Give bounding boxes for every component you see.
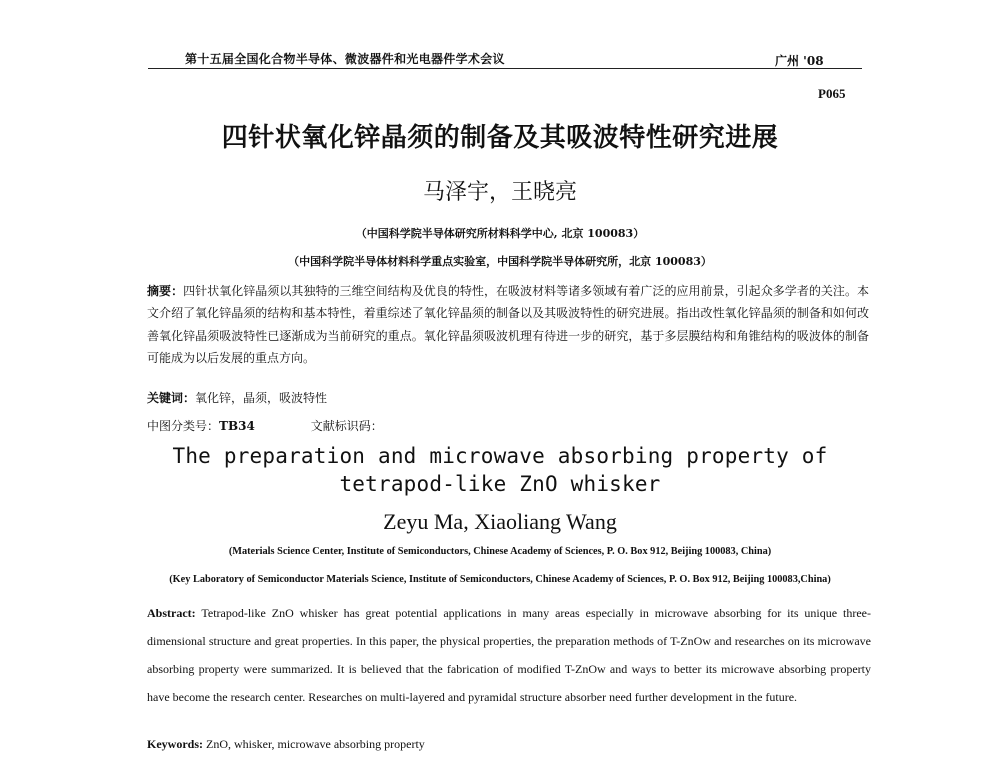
chinese-authors: 马泽宇，王晓亮 (422, 180, 577, 205)
english-title-line-1: The preparation and microwave absorbing property of (172, 444, 828, 468)
document-code-label: 文献标识码： (310, 419, 383, 433)
english-keywords (147, 737, 425, 752)
chinese-keywords-label: 关键词： (147, 391, 196, 405)
english-abstract-text: Tetrapod-like ZnO whisker has great potential applications in many areas especially in microwave absorbing for its unique three-dimensional structure and great properties. In this paper, the physical properties, the preparation methods of T-ZnOw and researches on its microwave absorbing property were summarized. It is believed that the fabrication of modified T-ZnOw and ways to better its microwave absorbing property have become the research center. Researches on multi-layered and pyramidal structure absorber need further development in the future. (147, 606, 871, 704)
conference-header: 第十五届全国化合物半导体、微波器件和光电器件学术会议 (185, 52, 505, 66)
english-authors: Zeyu Ma, Xiaoliang Wang (383, 509, 617, 534)
chinese-keywords (147, 389, 327, 406)
location-year: 广州 '08 (775, 54, 824, 68)
english-title-line-2: tetrapod-like ZnO whisker (339, 472, 661, 496)
english-affiliation-2: (Key Laboratory of Semiconductor Materials Science, Institute of Semiconductors, Chinese Academy of Sciences, P. O. Box 912, Beijing 100083,China) (169, 574, 831, 585)
classification-line (147, 417, 383, 434)
header-divider (148, 68, 862, 69)
english-keywords-label: Keywords: (147, 737, 203, 751)
english-abstract (147, 599, 871, 711)
english-keywords-text: ZnO, whisker, microwave absorbing property (206, 737, 425, 751)
chinese-keywords-text: 氧化锌，晶须，吸波特性 (195, 391, 328, 405)
chinese-abstract-label: 摘要： (147, 284, 184, 298)
page-code: P065 (818, 86, 846, 101)
english-title (0, 442, 1000, 498)
chinese-title: 四针状氧化锌晶须的制备及其吸波特性研究进展 (221, 123, 779, 153)
classification-value: TB34 (219, 419, 255, 433)
chinese-abstract (147, 280, 869, 370)
classification-label: 中图分类号： (147, 419, 220, 433)
english-abstract-label: Abstract: (147, 606, 196, 620)
english-affiliation-1: (Materials Science Center, Institute of Semiconductors, Chinese Academy of Sciences, P. O. Box 912, Beijing 100083, China) (228, 546, 772, 557)
chinese-affiliation-1: （中国科学院半导体研究所材料科学中心, 北京 100083） (355, 227, 645, 240)
chinese-affiliation-2: （中国科学院半导体材料科学重点实验室，中国科学院半导体研究所，北京 100083） (288, 255, 712, 268)
chinese-abstract-text: 四针状氧化锌晶须以其独特的三维空间结构及优良的特性，在吸波材料等诸多领域有着广泛的应用前景，引起众多学者的关注。本文介绍了氧化锌晶须的结构和基本特性，着重综述了氧化锌晶须的制备以及其吸波特性的研究进展。指出改性氧化锌晶须的制备和如何改善氧化锌晶须吸波特性已逐渐成为当前研究的重点。氧化锌晶须吸波机理有待进一步的研究，基于多层膜结构和角锥结构的吸波体的制备可能成为以后发展的重点方向。 (147, 284, 869, 366)
